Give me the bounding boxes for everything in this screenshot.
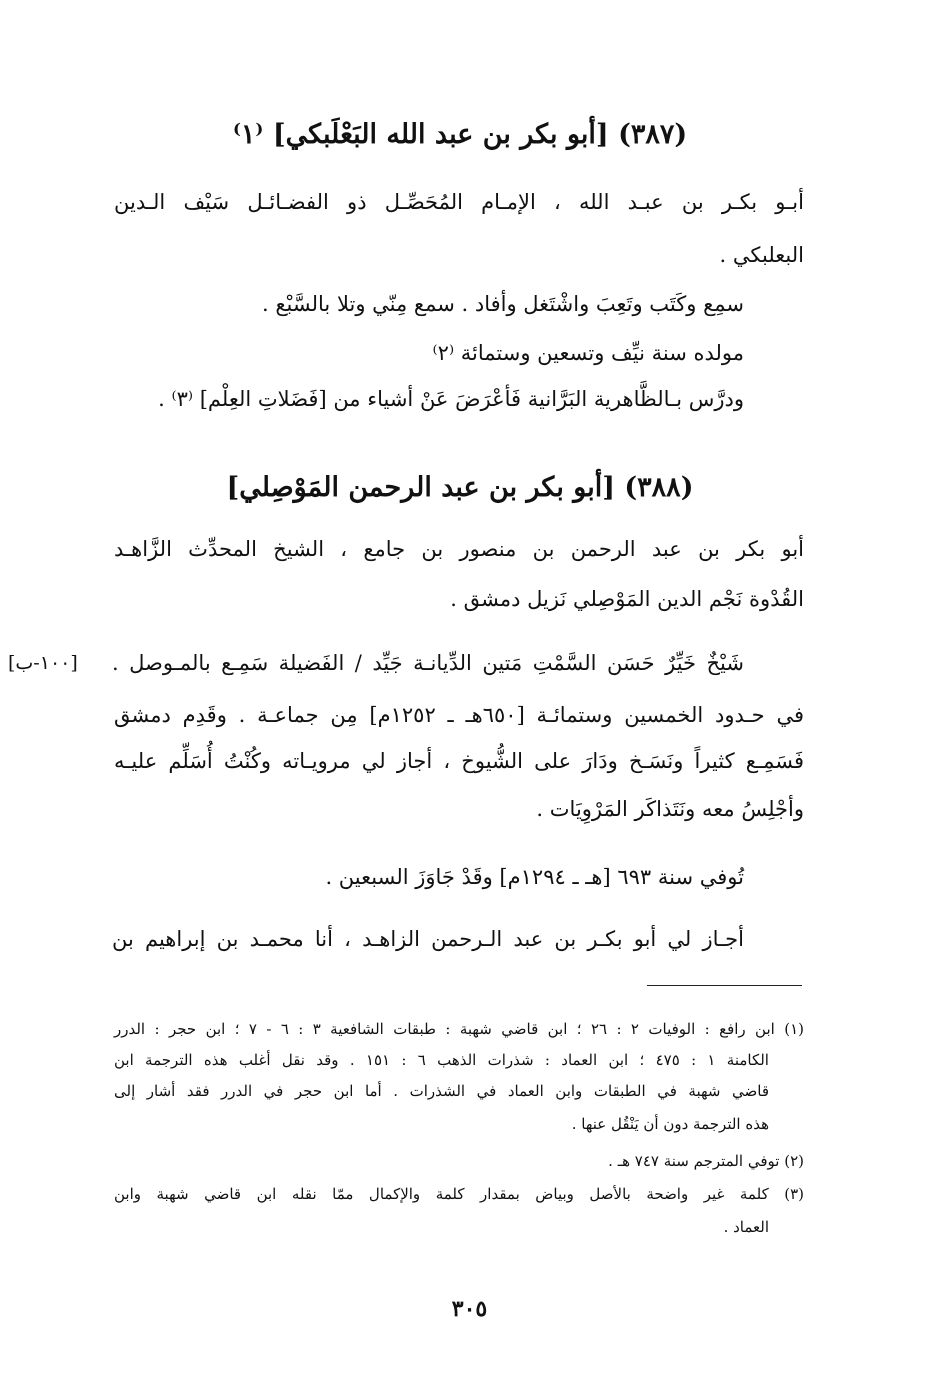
footnote-3-line-1: (٣) كلمة غير واضحة بالأصل وبياض بمقدار كلمة والإكمال ممّا نقله ابن قاضي شهبة وابن <box>114 1185 804 1203</box>
entry-388-line-5: فَسَمِـع كثيراً ونَسَـخ ودَارَ على الشُّيوخ ، أجاز لي مرويـاته وكُنْتُ أُسَلِّم عليـه <box>114 749 804 773</box>
footnote-1-line-3: قاضي شهبة في الطبقات وابن العماد في الشذرات . أما ابن حجر في الدرر فقد أشار إلى <box>114 1082 769 1100</box>
entry-heading-388: (٣٨٨) [أبو بكر بن عبد الرحمن المَوْصِلي] <box>226 472 694 503</box>
page-number: ٣٠٥ <box>451 1296 488 1322</box>
entry-heading-387: (٣٨٧) [أبو بكر بن عبد الله البَعْلَبكي] ⁽١⁾ <box>232 119 688 150</box>
footnote-1-line-1: (١) ابن رافع : الوفيات ٢ : ٢٦ ؛ ابن قاضي شهبة : طبقات الشافعية ٣ : ٦ - ٧ ؛ ابن حجر : الدرر <box>114 1020 804 1038</box>
entry-388-line-4: في حـدود الخمسين وستمائـة [٦٥٠هـ ـ ١٢٥٢م] مِن جماعـة . وقَدِم دمشق <box>114 703 804 727</box>
footnote-2-line-1: (٢) توفي المترجم سنة ٧٤٧ هـ . <box>608 1152 804 1170</box>
entry-388-line-3: شَيْخٌ خَيِّرٌ حَسَن السَّمْتِ مَتين الدِّيانـة جَيِّد / الفَضيلة سَمِـع بالمـوصل . <box>112 651 744 675</box>
footnote-1-line-4: هذه الترجمة دون أن يَنْقُل عنها . <box>571 1115 769 1133</box>
entry-388-line-1: أبو بكر بن عبد الرحمن بن منصور بن جامع ، الشيخ المحدِّث الزَّاهـد <box>114 537 804 561</box>
entry-387-line-3: سمِع وكَتَب وتَعِبَ واشْتَغل وأفاد . سمع مِنّي وتلا بالسَّبْع . <box>262 292 744 316</box>
manuscript-folio-marker: [١٠٠-ب] <box>8 652 78 674</box>
entry-388-line-2: القُدْوة نَجْم الدين المَوْصِلي نَزيل دمشق . <box>450 587 804 611</box>
entry-387-line-4: مولده سنة نيِّف وتسعين وستمائة ⁽٢⁾ <box>432 341 744 365</box>
footnote-3-line-2: العماد . <box>723 1218 769 1236</box>
footnote-separator <box>647 985 802 986</box>
entry-388-line-8: أجـاز لي أبو بكـر بن عبد الـرحمن الزاهـد ، أنا محمـد بن إبراهيم بن <box>112 927 744 951</box>
entry-388-line-6: وأجْلِسُ معه ونَتَذاكَر المَرْوِيَات . <box>536 797 804 821</box>
footnote-1-line-2: الكامنة ١ : ٤٧٥ ؛ ابن العماد : شذرات الذهب ٦ : ١٥١ . وقد نقل أغلب هذه الترجمة ابن <box>114 1051 769 1069</box>
entry-387-line-2: البعلبكي . <box>719 243 804 267</box>
entry-388-line-7: تُوفي سنة ٦٩٣ [هـ ـ ١٢٩٤م] وقَدْ جَاوَزَ السبعين . <box>325 865 744 889</box>
entry-387-line-5: ودرَّس بـالظَّاهرية البَرَّانية فَأعْرَضَ عَنْ أشياء من [فَضَلاتِ العِلْم] ⁽٣⁾ . <box>158 387 744 411</box>
entry-387-line-1: أبـو بكـر بن عبـد الله ، الإمـام المُحَصِّـل ذو الفضـائـل سَيْف الـدين <box>114 190 804 214</box>
